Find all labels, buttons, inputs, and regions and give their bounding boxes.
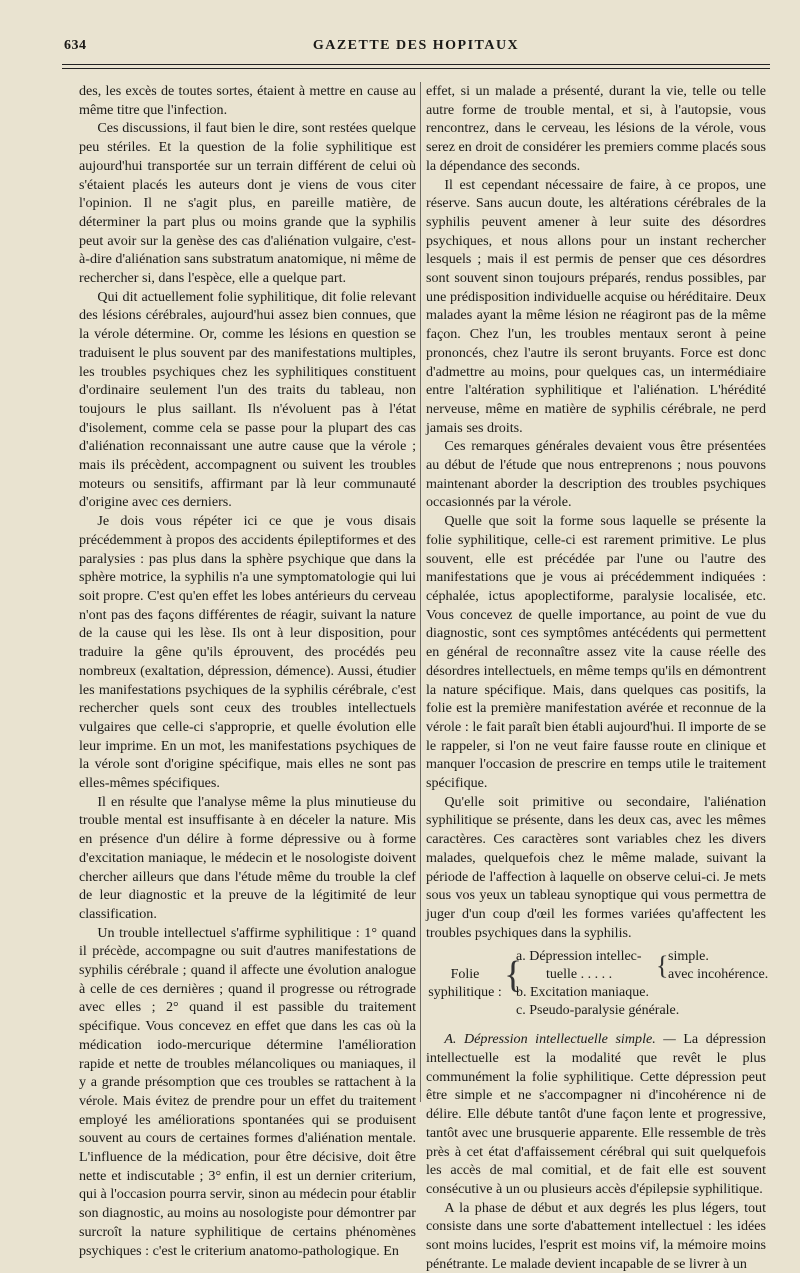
paragraph: Je dois vous répéter ici ce que je vous disais précédemment à propos des accidents épileptiformes et des paralysies : pas plus dans la sphère psychique que dans la sphère motrice, la syphilis n'a une symptomatologie qui lui soit propre. C'est qu'en effet les lobes antérieurs du cerveau n'ont pas des façons différentes de réagir, suivant la nature de la cause qui les lèse. Ils ont à leur disposition, pour traduire la gêne qu'ils éprouvent, des procédés peu nombreux (exaltation, dépression, démence). Aussi, étudier les manifestations psychiques de la syphilis cérébrale, c'est rechercher quels sont ceux des troubles intellectuels vulgaires que celle-ci s'approprie, et quelle évolution elle leur imprime. En un mot, les manifestations psychiques de la vérole sont d'origine spécifique, mais elles ne sont pas elles-mêmes spécifiques. [79,513,416,792]
synoptic-item-b: b. Excitation maniaque. [516,985,649,1001]
section-heading: A. Dépression intellectuelle simple. — [444,1031,676,1048]
brace-left: { [504,954,523,997]
paragraph: Quelle que soit la forme sous laquelle se présente la folie syphilitique, celle-ci est rarement primitive. Le plus souvent, elle est précédée par l'une ou l'autre des manifestations que je vous ai précédemment indiquées : céphalée, ictus apoplectiforme, paralysie localisée, etc. Vous concevez de quelle importance, au point de vue du diagnostic, sont ces symptômes antécédents qui permettent en général de reconnaître assez vite la cause réelle des désordres intellectuels, en même temps qu'ils en démontrent la nature spécifique. Mais, dans quelques cas positifs, la folie est la première manifestation avérée et reconnue de la vérole : le fait paraît bien établi aujourd'hui. Il importe de se le rappeler, si l'on ne veut faire fausse route en clinique et manquer l'occasion de prescrire en temps utile le traitement spécifique. [426,513,766,792]
journal-title: GAZETTE DES HOPITAUX [312,38,520,53]
synoptic-item-c: c. Pseudo-paralysie générale. [516,1003,680,1019]
synoptic-label [426,948,504,1002]
paragraph: Il est cependant nécessaire de faire, à ce propos, une réserve. Sans aucun doute, les altérations cérébrales de la syphilis peuvent amener à leur suite des désordres psychiques, et nous allons pour un instant rechercher lesquels ; mais il est permis de penser que ces désordres sont souvent sinon toujours préparés, rendus possibles, par une prédisposition individuelle acquise ou héréditaire. Deux malades ayant la même lésion ne réagiront pas de la même façon. Chez l'un, les troubles mentaux seront à peine prononcés, chez l'autre ils seront bruyants. Force est donc d'admettre au moins, pour quelques cas, un intermédiaire entre l'altération syphilitique et l'aliénation. L'hérédité nerveuse, même en matière de syphilis cérébrale, ne perd jamais ses droits. [426,176,766,436]
page-number: 634 [64,38,87,53]
paragraph: Qu'elle soit primitive ou secondaire, l'aliénation syphilitique se présente, dans les deux cas, avec les mêmes caractères. Ces caractères sont variables chez les divers malades, quelquefois chez le même malade, suivant la période de l'affection à laquelle on observe celui-ci. Je mets sous vos yeux un tableau synoptique qui vous permettra de juger d'un coup d'œil les formes variées qu'affectent les troubles psychiques dans la syphilis. [426,793,766,941]
page-header [62,38,770,60]
synoptic-label-line: Folie [450,967,480,983]
column-divider [420,82,421,1102]
paragraph [426,1030,766,1198]
header-rule-top [62,64,770,65]
synoptic-sub [668,948,769,984]
synoptic-item-a: a. Dépression intellec- [516,949,642,965]
paragraph: Ces remarques générales devaient vous être présentées au début de l'étude que nous entreprenons ; nous pouvons maintenant aborder la description des troubles psychiques occasionnés par la vérole. [426,438,766,511]
paragraph: Qui dit actuellement folie syphilitique, dit folie relevant des lésions cérébrales, aujourd'hui assez bien connues, que la vérole détermine. Or, comme les lésions en question se traduisent le plus souvent par des manifestations multiples, les troubles psychiques chez les syphilitiques constituent d'ordinaire seulement l'un des traits du tableau, non toujours le plus saillant. Ils n'évoluent pas à l'état d'isolement, comme cela se passe pour la plupart des cas d'aliénation reconnaissant une autre cause que la vérole ; mais ils précèdent, accompagnent ou suivent les troubles moteurs ou sensitifs, affirmant par là leur communauté d'origine avec ces derniers. [79,288,416,511]
synoptic-item-a-cont: tuelle . . . . . [546,967,613,983]
synoptic-table [426,948,769,1020]
paragraph: Un trouble intellectuel s'affirme syphilitique : 1° quand il précède, accompagne ou suit d'autres manifestations de syphilis cérébrale ; quand il affecte une évolution analogue à celle de ces dernières ; quand il progresse ou rétrograde avec elles ; 2° quand il est passible du traitement spécifique. Vous concevez en effet que dans les cas où la médication iodo-mercurique détermine l'amélioration rapide et nette de troubles mélancoliques ou maniaques, il y a grande présomption que ces troubles se rattachent à la vérole. Mais évitez de prendre pour un effet du traitement employé les améliorations spontanées qui se produisent souvent au cours de certaines formes d'aliénation mentale. L'influence de la médication, pour être décisive, doit être nette et indiscutable ; 3° enfin, il est un dernier criterium, qui à l'occasion pourra servir, sinon au médecin pour établir son diagnostic, au moins au nosologiste pour démontrer par surcroît la nature syphilitique de certains phénomènes psychiques : c'est le criterium anatomo-pathologique. En [79,924,416,1259]
paragraph: des, les excès de toutes sortes, étaient à mettre en cause au même titre que l'infection. [79,83,416,118]
paragraph: Il en résulte que l'analyse même la plus minutieuse du trouble mental est insuffisante à en déceler la nature. Mis en présence d'un délire à forme dépressive ou à forme d'excitation maniaque, le médecin et le nosologiste doivent chercher ailleurs que dans l'étude même du trouble la clef de leur diagnostic et la preuve de la légitimité de leur classification. [79,793,416,922]
paragraph: A la phase de début et aux degrés les plus légers, tout consiste dans une sorte d'abattement intellectuel : les idées sont moins lucides, l'esprit est moins vif, la mémoire moins pénétrante. Le malade devient incapable de se livrer à un [426,1199,766,1272]
synoptic-sub-1: simple. [668,949,709,965]
header-rule-bottom [62,68,770,69]
synoptic-label-line: syphilitique : [428,985,502,1001]
paragraph: effet, si un malade a présenté, durant la vie, telle ou telle autre forme de trouble mental, et si, à l'autopsie, vous rencontrez, dans le cerveau, les lésions de la vérole, vous serez en droit de considérer les premiers comme placés sous la dépendance des seconds. [426,83,766,174]
right-column [426,82,769,1273]
left-column [79,82,416,1260]
paragraph: Ces discussions, il faut bien le dire, sont restées quelque peu stériles. Et la question de la folie syphilitique est aujourd'hui transportée sur un terrain différent de celui où s'étaient placés les auteurs dont je viens de vous citer l'opinion. Il ne s'agit plus, en pareille matière, de déterminer la part plus ou moins grande que la syphilis peut avoir sur la genèse des cas d'aliénation vulgaire, c'est-à-dire d'aliénation sans substratum anatomique, ni même de rechercher si, dans l'espèce, elle a quelque part. [79,120,416,287]
synoptic-sub-2: avec incohérence. [668,967,769,983]
paragraph-text: La dépression intellectuelle est la modalité que revêt le plus communément la folie syphilitique. Cette dépression peut être simple et ne s'accompagner ni d'incohérence ni de délire. Elle débute tantôt d'une façon lente et progressive, tantôt avec une brusquerie apparente. Elle ressemble de très près à cet état d'affaissement cérébral qui suit quelquefois les accès de mal comitial, et de fait elle est souvent consécutive à un ou plusieurs accès d'épilepsie syphilitique. [426,1031,766,1197]
synoptic-items [516,948,680,1020]
brace-right: { [656,951,669,981]
